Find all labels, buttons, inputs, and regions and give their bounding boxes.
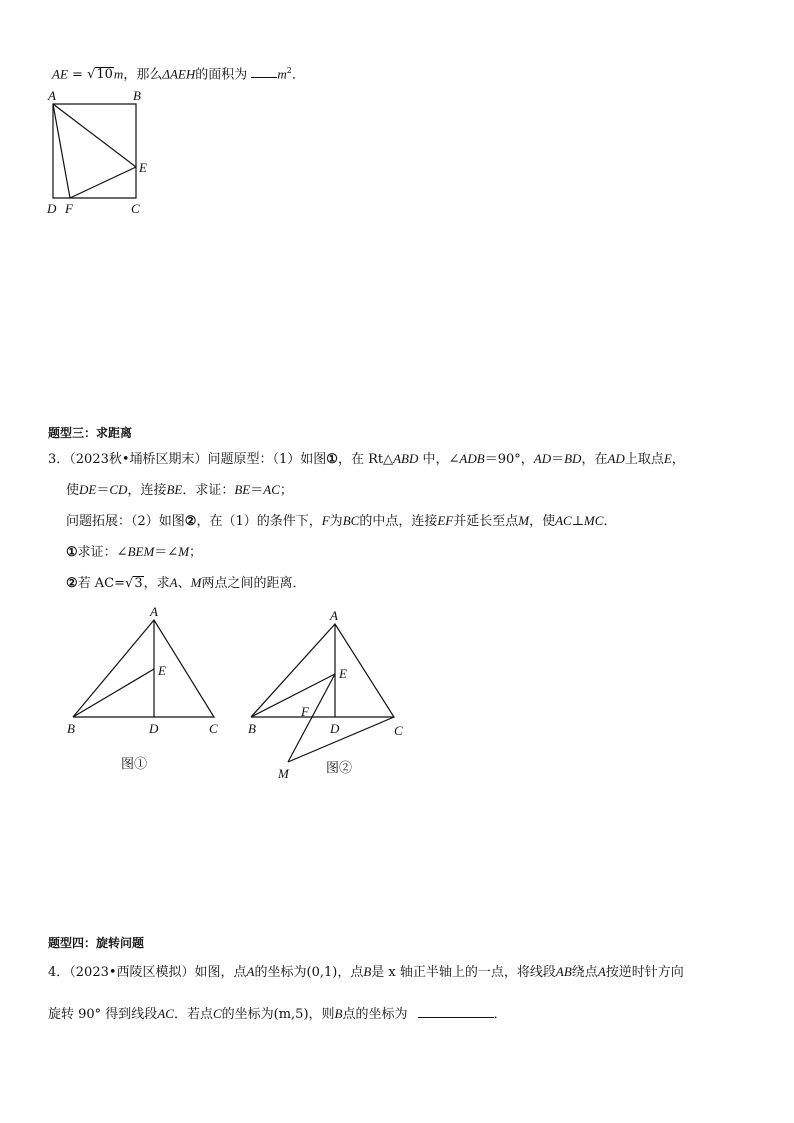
label-d: D — [47, 201, 57, 216]
q4-line-1: 4．（2023•西陵区模拟）如图，点A的坐标为(0,1)，点B是 x 轴正半轴上的一点，将线段AB绕点A按逆时针方向 — [48, 964, 684, 980]
label-b: B — [133, 88, 141, 103]
segment-be — [73, 669, 154, 717]
segment-be-2 — [251, 674, 335, 717]
fig2-label-a: A — [330, 608, 338, 623]
ae-label: AE — [52, 66, 68, 82]
label-f: F — [65, 201, 73, 216]
q3-line-3: 问题拓展：（2）如图②，在（1）的条件下，F为BC的中点，连接EF并延长至点M，使AC⊥MC． — [66, 513, 617, 529]
q2-text: ，那么 — [123, 67, 163, 83]
q2-text-2: 的面积为 — [195, 67, 248, 83]
fig2-label-f: F — [301, 704, 309, 719]
area-unit: m — [277, 66, 287, 82]
fig1-label-c: C — [209, 721, 218, 736]
q4-answer-blank[interactable] — [418, 1005, 494, 1018]
segment-ae — [53, 104, 136, 167]
triangle-abc-2 — [251, 624, 394, 717]
triangle-abc — [73, 620, 214, 717]
square-figure — [40, 86, 170, 221]
period: ． — [291, 67, 305, 83]
triangle-aeh: ΔAEH — [162, 66, 196, 82]
fig2-label-d: D — [330, 721, 340, 736]
segment-af — [53, 104, 70, 198]
fig1-label-e: E — [158, 663, 166, 678]
segment-fe — [70, 167, 136, 198]
figure-2 — [240, 606, 420, 786]
equals-sign: = — [72, 67, 83, 83]
fig2-label-e: E — [339, 666, 347, 681]
sqrt-10: √10 — [87, 67, 113, 83]
unit-m: m — [113, 66, 124, 82]
fig1-label-b: B — [67, 721, 75, 736]
segment-em — [288, 674, 335, 762]
segment-mc — [288, 717, 394, 762]
figure-1 — [60, 602, 240, 782]
q3-line-2: 使DE＝CD，连接BE．求证：BE＝AC； — [66, 482, 293, 498]
answer-blank[interactable] — [251, 65, 277, 78]
fig1-label-d: D — [149, 721, 159, 736]
square-abcd — [53, 104, 136, 198]
fig2-label-b: B — [248, 721, 256, 736]
q4-line-2: 旋转 90° 得到线段AC．若点C的坐标为(m,5)，则B点的坐标为 ． — [48, 1006, 507, 1022]
label-e: E — [139, 160, 147, 175]
fig1-label-a: A — [150, 604, 158, 619]
sqrt-3: √3 — [125, 576, 143, 591]
section4-heading: 题型四：旋转问题 — [48, 936, 145, 950]
fig1-caption: 图① — [121, 756, 148, 771]
fig2-label-m: M — [278, 766, 289, 781]
q3-sub-2: ②若 AC=√3，求A、M两点之间的距离． — [66, 575, 306, 591]
label-a: A — [48, 88, 56, 103]
section3-heading: 题型三：求距离 — [48, 426, 133, 440]
q3-sub-1: ①求证：∠BEM＝∠M； — [66, 544, 203, 560]
fig2-label-c: C — [394, 723, 403, 738]
unit-exponent: 2 — [286, 66, 292, 75]
fig2-caption: 图② — [326, 760, 353, 775]
q2-answer-line — [52, 62, 305, 84]
q3-line-1: 3．（2023秋•埇桥区期末）问题原型：（1）如图①，在 Rt△ABD 中，∠ADB＝90°，AD＝BD，在AD上取点E， — [48, 451, 685, 467]
label-c: C — [131, 201, 140, 216]
